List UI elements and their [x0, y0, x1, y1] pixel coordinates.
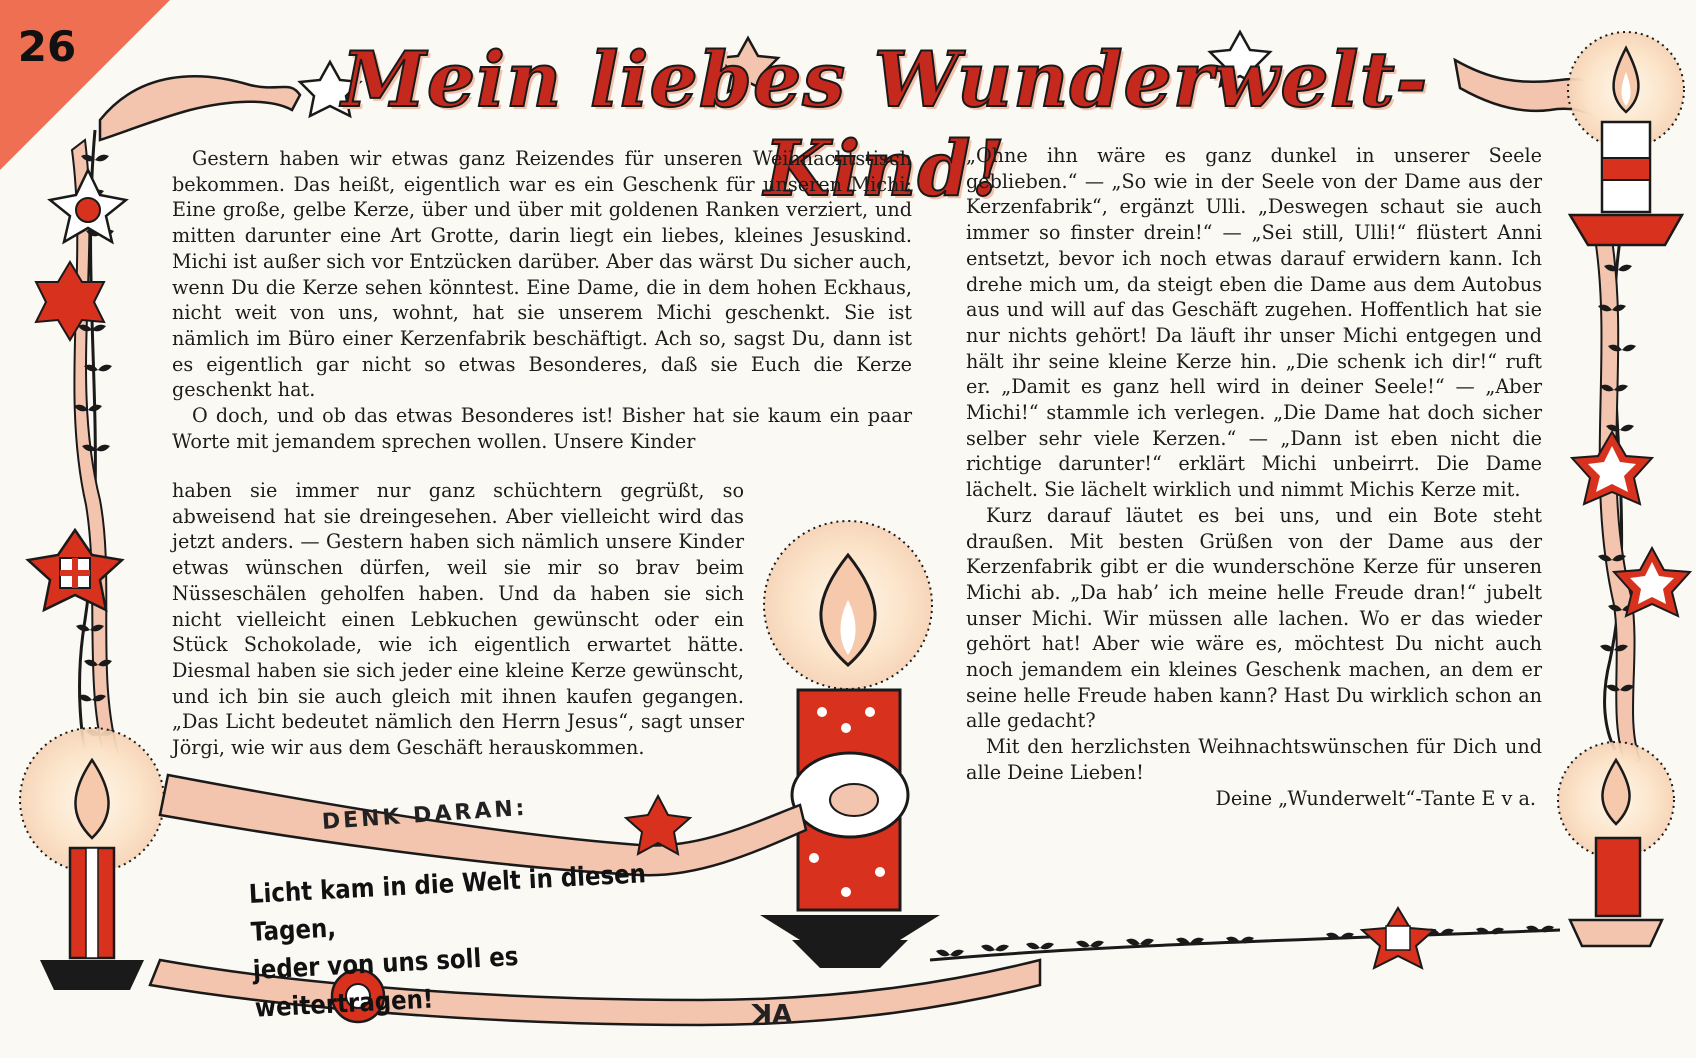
reminder-ribbon — [160, 775, 806, 875]
artist-mark: ꓘA — [752, 1000, 793, 1030]
left-column-upper — [172, 146, 912, 454]
candle-icon — [760, 521, 940, 968]
left-column-lower — [172, 478, 744, 761]
paragraph: Gestern haben wir etwas ganz Reizendes für unseren Weihnachtstisch bekommen. Das heißt, eigentlich war es ein Geschenk für unseren Michi: Eine große, gelbe Kerze, über und über mit goldenen Ranken verziert, und mitten darunter eine Art Grotte, darin liegt ein liebes, kleines Jesuskind. Michi ist außer sich vor Entzücken darüber. Aber das wärst Du sicher auch, wenn Du die Kerze sehen könntest. Eine Dame, die in dem hohen Eckhaus, nicht weit von uns, wohnt, hat sie unserem Michi geschenkt. Sie ist nämlich im Büro einer Kerzenfabrik beschäftigt. Ach so, sagst Du, dann ist es eigentlich gar nicht so etwas Besonderes, daß sie Euch die Kerze geschenkt hat. — [172, 147, 912, 402]
paragraph: Kurz darauf läutet es bei uns, und ein Bote steht draußen. Mit besten Grüßen von der Dame aus der Kerzenfabrik gibt er die wunderschöne Kerze für unseren Michi ab. „Da hab’ ich meine helle Freude dran!“ jubelt unser Michi. Wir müssen alle lachen. Wo er das wieder gehört hat! Aber wie wäre es, möchtest Du nicht auch noch jemandem ein kleines Geschenk machen, an dem er seine helle Freude haben kann? Hast Du wirklich schon an alle gedacht? — [966, 503, 1542, 733]
paragraph: O doch, und ob das etwas Besonderes ist! Bisher hat sie kaum ein paar Worte mit jemandem sprechen wollen. Unsere Kinder — [172, 404, 912, 453]
reminder-label: DENK DARAN: — [321, 795, 529, 835]
paragraph: Mit den herzlichsten Weihnachtswünschen für Dich und alle Deine Lieben! — [966, 735, 1542, 784]
right-column — [966, 143, 1542, 811]
signature: Deine „Wunderwelt“-Tante E v a. — [1215, 786, 1536, 810]
candle-icon — [20, 728, 164, 990]
right-fir-garland — [1596, 240, 1640, 766]
page-title: Mein liebes Wunderwelt-Kind! — [341, 35, 1429, 213]
motto-line: jeder von uns soll es weitertragen! — [252, 941, 520, 1024]
flower-icon — [1362, 908, 1434, 968]
candle-icon — [1558, 742, 1674, 946]
top-left-ribbon — [100, 76, 300, 140]
bottom-fir-garland — [930, 926, 1560, 960]
motto — [248, 854, 678, 1028]
candle-icon — [1568, 32, 1684, 245]
paragraph: haben sie immer nur ganz schüchtern gegrüßt, so abweisend hat sie dreingesehen. Aber vielleicht wird das jetzt anders. — Gestern haben sich nämlich unsere Kinder etwas wünschen dürfen, weil sie mir so brav beim Nüsseschälen geholfen haben. Und da haben sie sich nicht vielleicht einen Lebkuchen gewünscht oder ein Stück Schokolade, wie ich eigentlich erwartet hätte. Diesmal haben sie sich jeder eine kleine Kerze gewünscht, und ich bin sie auch gleich mit ihnen kaufen gegangen. „Das Licht bedeutet nämlich den Herrn Jesus“, sagt unser Jörgi, wie wir aus dem Geschäft herauskommen. — [172, 479, 744, 760]
page-number: 26 — [17, 22, 77, 71]
flower-icon — [28, 530, 122, 610]
motto-line: Licht kam in die Welt in diesen Tagen, — [248, 859, 647, 948]
paragraph: „Ohne ihn wäre es ganz dunkel in unserer Seele geblieben.“ — „So wie in der Seele von der Dame aus der Kerzenfabrik“, ergänzt Ulli. „Deswegen schaut sie auch immer so finster drein!“ — „Sei still, Ulli!“ flüstert Anni entsetzt, bevor ich noch etwas darauf erwidern kann. Ich drehe mich um, da steigt eben die Dame aus dem Autobus aus und will auf das Geschäft zugehen. Hoffentlich hat sie nur nichts gehört! Da läuft ihr unser Michi entgegen und hält ihr seine kleine Kerze hin. „Die schenk ich dir!“ ruft er. „Damit es ganz hell wird in deiner Seele!“ — „Aber Michi!“ stammle ich verlegen. „Die Dame hat doch sicher selber sehr viele Kerzen.“ — „Dann ist eben nicht die richtige darunter!“ erklärt Michi unbeirrt. Die Dame lächelt. Sie lächelt wirklich und nimmt Michis Kerze mit. — [966, 144, 1542, 502]
